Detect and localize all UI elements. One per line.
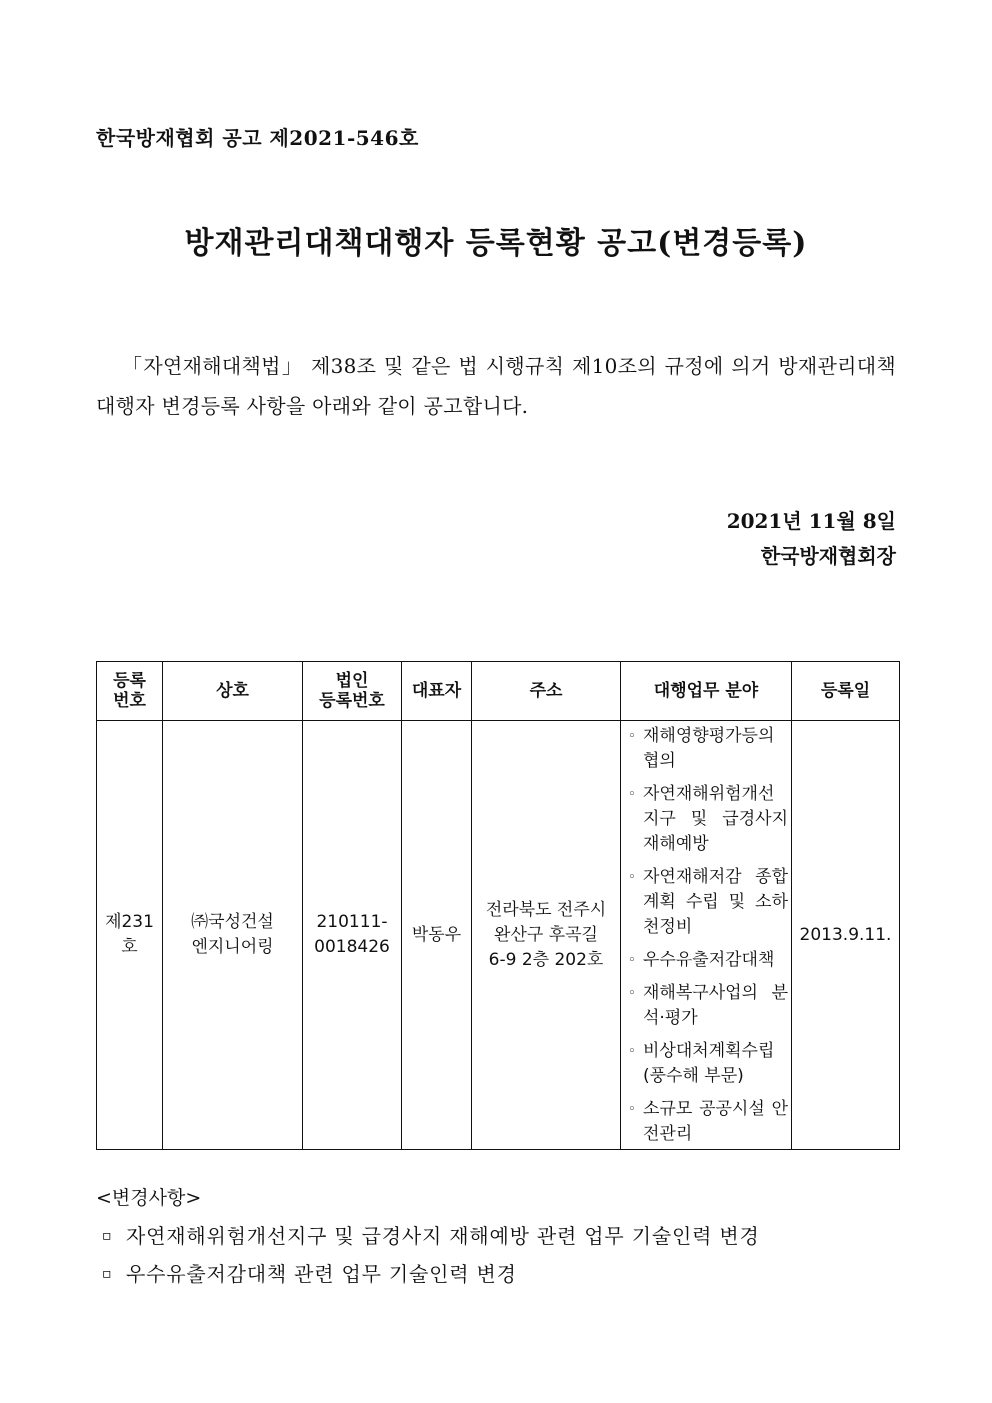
table-header-row bbox=[97, 662, 900, 721]
circle-bullet-icon: ◦ bbox=[628, 869, 636, 885]
list-item: ◦ 우수유출저감대책 bbox=[624, 948, 788, 973]
circle-bullet-icon: ◦ bbox=[628, 728, 636, 744]
cell-reg-date: 2013.9.11. bbox=[792, 721, 900, 1150]
circle-bullet-icon: ◦ bbox=[628, 1043, 636, 1059]
header-reg-no: 등록 번호 bbox=[97, 662, 163, 721]
notice-date: 2021년 11월 8일 bbox=[726, 509, 896, 533]
circle-bullet-icon: ◦ bbox=[628, 985, 636, 1001]
circle-bullet-icon: ◦ bbox=[628, 952, 636, 968]
header-fields: 대행업무 분야 bbox=[621, 662, 792, 721]
square-bullet-icon: ▫ bbox=[102, 1228, 113, 1244]
header-representative: 대표자 bbox=[402, 662, 472, 721]
cell-company: ㈜국성건설 엔지니어링 bbox=[163, 721, 303, 1150]
registration-table bbox=[96, 661, 900, 1150]
list-item: ◦ 비상대처계획수립 (풍수해 부문) bbox=[628, 1040, 775, 1086]
cell-address: 전라북도 전주시 완산구 후곡길 6-9 2층 202호 bbox=[472, 721, 621, 1150]
notice-number: 한국방재협회 공고 제2021-546호 bbox=[96, 126, 419, 150]
body-paragraph: 「자연재해대책법」 제38조 및 같은 법 시행규칙 제10조의 규정에 의거 방재관리대책대행자 변경등록 사항을 아래와 같이 공고합니다. bbox=[96, 354, 896, 418]
list-item: ▫ 자연재해위험개선지구 및 급경사지 재해예방 관련 업무 기술인력 변경 bbox=[96, 1220, 760, 1258]
cell-corp-no: 210111- 0018426 bbox=[303, 721, 402, 1150]
header-address: 주소 bbox=[472, 662, 621, 721]
header-company: 상호 bbox=[163, 662, 303, 721]
issuer-name: 한국방재협회장 bbox=[760, 544, 896, 568]
list-item: ◦ 자연재해위험개선지구 및 급경사지 재해예방 bbox=[628, 783, 788, 854]
changes-heading: <변경사항> bbox=[96, 1187, 202, 1209]
list-item: ◦ 자연재해저감 종합계획 수립 및 소하천정비 bbox=[628, 866, 788, 937]
table-row bbox=[97, 721, 900, 1150]
circle-bullet-icon: ◦ bbox=[628, 1101, 636, 1117]
cell-fields bbox=[621, 721, 792, 1150]
square-bullet-icon: ▫ bbox=[102, 1266, 113, 1282]
header-reg-date: 등록일 bbox=[792, 662, 900, 721]
circle-bullet-icon: ◦ bbox=[628, 786, 636, 802]
fields-list bbox=[624, 724, 788, 1147]
list-item: ◦ 소규모 공공시설 안전관리 bbox=[628, 1098, 788, 1144]
header-corp-no: 법인 등록번호 bbox=[303, 662, 402, 721]
document-title: 방재관리대책대행자 등록현황 공고(변경등록) bbox=[184, 226, 808, 261]
cell-representative: 박동우 bbox=[402, 721, 472, 1150]
list-item: ▫ 우수유출저감대책 관련 업무 기술인력 변경 bbox=[96, 1258, 760, 1296]
cell-reg-no: 제231호 bbox=[97, 721, 163, 1150]
list-item: ◦ 재해영향평가등의 협의 bbox=[628, 725, 775, 771]
changes-list bbox=[96, 1220, 760, 1296]
list-item: ◦ 재해복구사업의 분석·평가 bbox=[628, 982, 788, 1028]
